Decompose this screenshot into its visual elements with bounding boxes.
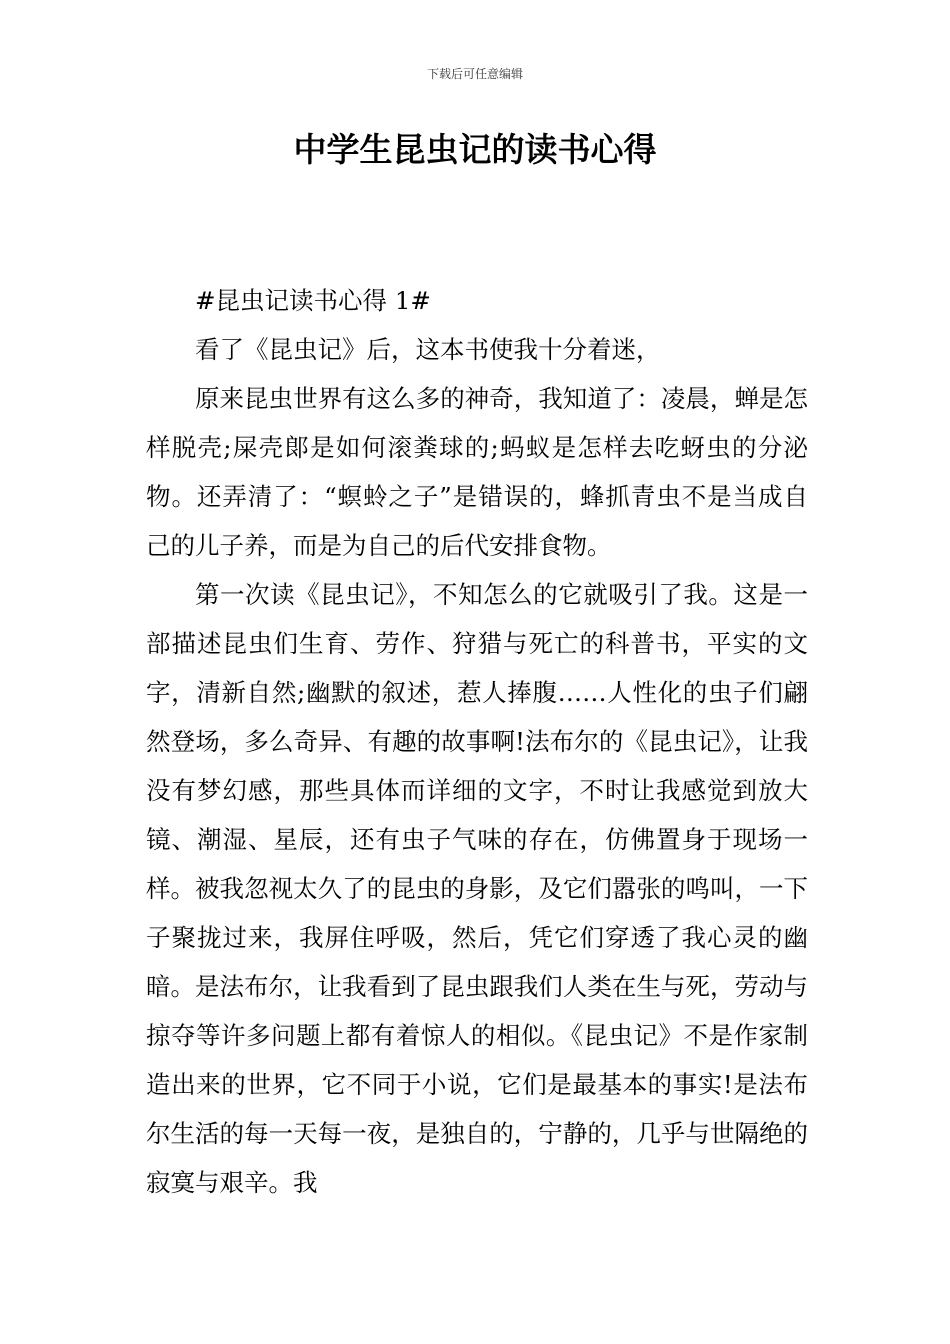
paragraph-2: 原来昆虫世界有这么多的神奇，我知道了：凌晨，蝉是怎样脱壳;屎壳郞是如何滚粪球的;蚂蚁是怎样去吃蚜虫的分泌物。还弄清了：“螟蛉之子”是错误的，蜂抓青虫不是当成自己的儿子养，而是为自己的后代安排食物。 bbox=[146, 384, 808, 560]
section-heading: #昆虫记读书心得 1# bbox=[195, 286, 431, 315]
document-body bbox=[146, 276, 808, 1207]
header-note: 下载后可任意编辑 bbox=[426, 67, 523, 81]
document-title: 中学生昆虫记的读书心得 bbox=[293, 130, 657, 169]
paragraph-3: 第一次读《昆虫记》，不知怎么的它就吸引了我。这是一部描述昆虫们生育、劳作、狩猎与死亡的科普书，平实的文字，清新自然;幽默的叙述，惹人捧腹……人性化的虫子们翩然登场，多么奇异、有趣的故事啊!法布尔的《昆虫记》，让我没有梦幻感，那些具体而详细的文字，不时让我感觉到放大镜、潮湿、星辰，还有虫子气味的存在，仿佛置身于现场一样。被我忽视太久了的昆虫的身影，及它们嚣张的鸣叫，一下子聚拢过来，我屏住呼吸，然后，凭它们穿透了我心灵的幽暗。是法布尔，让我看到了昆虫跟我们人类在生与死，劳动与掠夺等许多问题上都有着惊人的相似。《昆虫记》不是作家制造出来的世界，它不同于小说，它们是最基本的事实!是法布尔生活的每一天每一夜，是独自的，宁静的，几乎与世隔绝的寂寞与艰辛。我 bbox=[146, 580, 808, 1197]
paragraph-1: 看了《昆虫记》后，这本书使我十分着迷， bbox=[195, 335, 661, 364]
